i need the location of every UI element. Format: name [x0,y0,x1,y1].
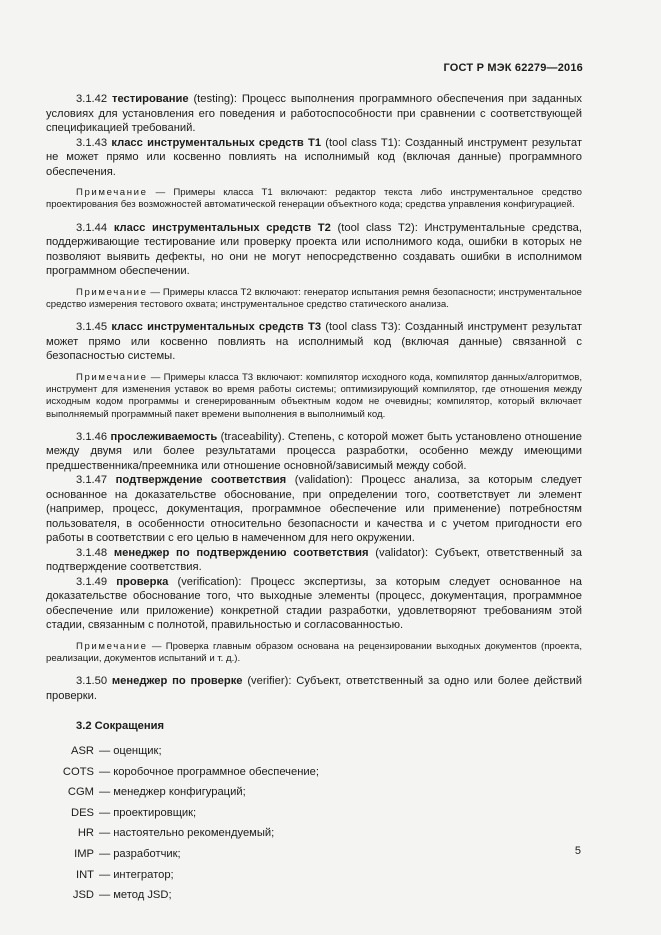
note-3-1-43 [46,187,582,212]
clause-definition: (verification): Процесс экспертизы, за которым следует основанное на доказательстве обоснование того, что выходные элементы (процесс, документация, программное обеспечение или приложение) конкретной стадии разработки, удовлетворяют требованиям этой стадии, связанным с полнотой, правильностью и согласованностью. [46,575,582,632]
note-3-1-49 [46,641,582,666]
standard-designation: ГОСТ Р МЭК 62279—2016 [443,62,583,74]
clause-term: класс инструментальных средств T2 [113,221,331,234]
abbreviation-value: интегратор; [113,868,174,881]
abbreviation-item [46,868,582,889]
note-3-1-45 [46,372,582,421]
abbreviation-value: менеджер конфигураций; [113,786,246,799]
abbreviation-key: INT [75,868,94,881]
abbreviation-dash: — [99,847,111,860]
clause-number: 3.1.46 [76,430,108,443]
abbreviation-key: IMP [74,847,94,860]
note-label: Примечание [76,286,148,298]
clause-number: 3.1.49 [76,575,108,588]
abbreviation-dash: — [99,744,111,757]
section-heading-abbreviations: 3.2 Сокращения [76,720,165,733]
abbreviation-value: разработчик; [113,847,181,860]
clause-term: менеджер по подтверждению соответствия [113,546,369,559]
abbreviations-list [46,744,582,909]
abbreviation-value: проектировщик; [113,806,197,819]
abbreviation-dash: — [99,786,111,799]
clause-definition: (validation): Процесс анализа, за которым следует основанное на доказательстве обоснование, при определении того, соответствует ли элемент (например, процесс, документация, программное обеспечение или применение) потребностям пользователя, в особенности относительно безопасности и качества и с учетом пригодности его работы в соответствии с его целью в намеченном для него окружении. [46,474,583,545]
note-text: — Примеры класса Т2 включают: генератор испытания ремня безопасности; инструментальное средство измерения тестового охвата; инструментальное средство статического анализа. [46,286,582,310]
clause-term: менеджер по проверке [111,675,243,688]
clause-number: 3.1.47 [76,474,108,487]
note-label: Примечание [76,640,148,652]
clause-number: 3.1.42 [76,93,108,105]
abbreviation-dash: — [99,889,111,902]
page-content [46,92,582,909]
abbreviation-item [46,847,582,868]
clause-definition: (tool class T3): Созданный инструмент результат может прямо или косвенно повлиять на исполнимый код (включая данные) связанной с безопасностью системы. [46,321,582,363]
clause-number: 3.1.44 [76,221,108,234]
clause-definition: (testing): Процесс выполнения программного обеспечения при заданных условиях для установления его поведения и работоспособности при сравнении с соответствующей спецификацией требований. [46,93,583,134]
clause-definition: (tool class T2): Инструментальные средства, поддерживающие тестирование или проверку проекта или исполнимого кода, ошибки в которых не позволяют выявить дефекты, но они не могут непосредственно создавать ошибки в исполнимом программном обеспечении. [46,221,583,278]
note-text: — Примеры класса Т1 включают: редактор текста либо инструментальное средство проектирования без возможностей автоматической генерации объектного кода; средства управления конфигурацией. [46,187,582,211]
clause-term: тестирование [111,93,189,105]
abbreviation-item [46,765,582,786]
clause-term: класс инструментальных средств T1 [111,136,322,149]
clause-number: 3.1.45 [76,321,108,334]
note-label: Примечание [76,187,148,198]
clause-definition: (validator): Субъект, ответственный за подтверждение соответствия. [46,546,582,574]
page-number: 5 [574,845,581,857]
abbreviation-value: метод JSD; [113,889,172,902]
note-3-1-44 [46,287,582,312]
clause-3-1-43 [46,136,582,180]
clause-term: проверка [116,575,169,588]
abbreviation-item [46,826,582,847]
clause-number: 3.1.43 [76,136,108,149]
abbreviation-key: CGM [67,786,94,799]
note-text: — Примеры класса Т3 включают: компилятор исходного кода, компилятор данных/алгоритмов, инструмент для изменения уставок во время работы системы; оптимизирующий компилятор, где отношения между исходным кодом программы и сгенерированным объектным кодом не очевидны; компилятор, который включает выполняемый программный пакет времени выполнения в выполнимый код. [46,371,582,420]
abbreviation-key: DES [70,806,94,819]
note-text: — Проверка главным образом основана на рецензировании выходных документов (проекта, реализации, документов испытаний и т. д.). [46,640,582,665]
abbreviation-item [46,806,582,827]
abbreviation-dash: — [99,827,111,840]
abbreviation-value: оценщик; [113,744,162,757]
clause-definition: (verifier): Субъект, ответственный за одно или более действий проверки. [46,675,582,702]
abbreviation-item [46,785,582,806]
abbreviation-dash: — [99,765,111,778]
clause-3-1-44 [46,221,582,279]
abbreviation-key: HR [77,827,94,840]
abbreviation-key: ASR [70,744,94,757]
clause-3-1-47 [46,473,582,546]
clause-3-1-50 [46,674,582,703]
clause-term: класс инструментальных средств T3 [111,321,322,334]
note-label: Примечание [76,371,148,383]
abbreviation-value: коробочное программное обеспечение; [113,765,319,778]
clause-3-1-42 [46,92,582,136]
clause-definition: (traceability). Степень, с которой может быть установлено отношение между двумя или более результатами процесса разработки, особенно между имеющими предшественника/преемника или отношение основной/зависимый между собой. [46,430,583,472]
clause-3-1-46 [46,430,582,474]
clause-number: 3.1.48 [76,546,108,559]
abbreviation-key: COTS [62,765,94,778]
abbreviation-dash: — [99,806,111,819]
abbreviation-key: JSD [72,889,94,902]
clause-term: подтверждение соответствия [115,474,287,487]
clause-3-1-45 [46,320,582,364]
clause-3-1-48 [46,546,582,575]
abbreviation-dash: — [99,868,111,881]
clause-number: 3.1.50 [76,675,108,688]
clause-definition: (tool class T1): Созданный инструмент результат не может прямо или косвенно повлиять на исполнимый код (включая данные) программного обеспечения. [46,136,582,178]
abbreviation-item [46,744,582,765]
clause-term: прослеживаемость [110,430,218,443]
abbreviation-item [46,888,582,909]
clause-3-1-49 [46,575,582,633]
abbreviation-value: настоятельно рекомендуемый; [113,827,275,840]
